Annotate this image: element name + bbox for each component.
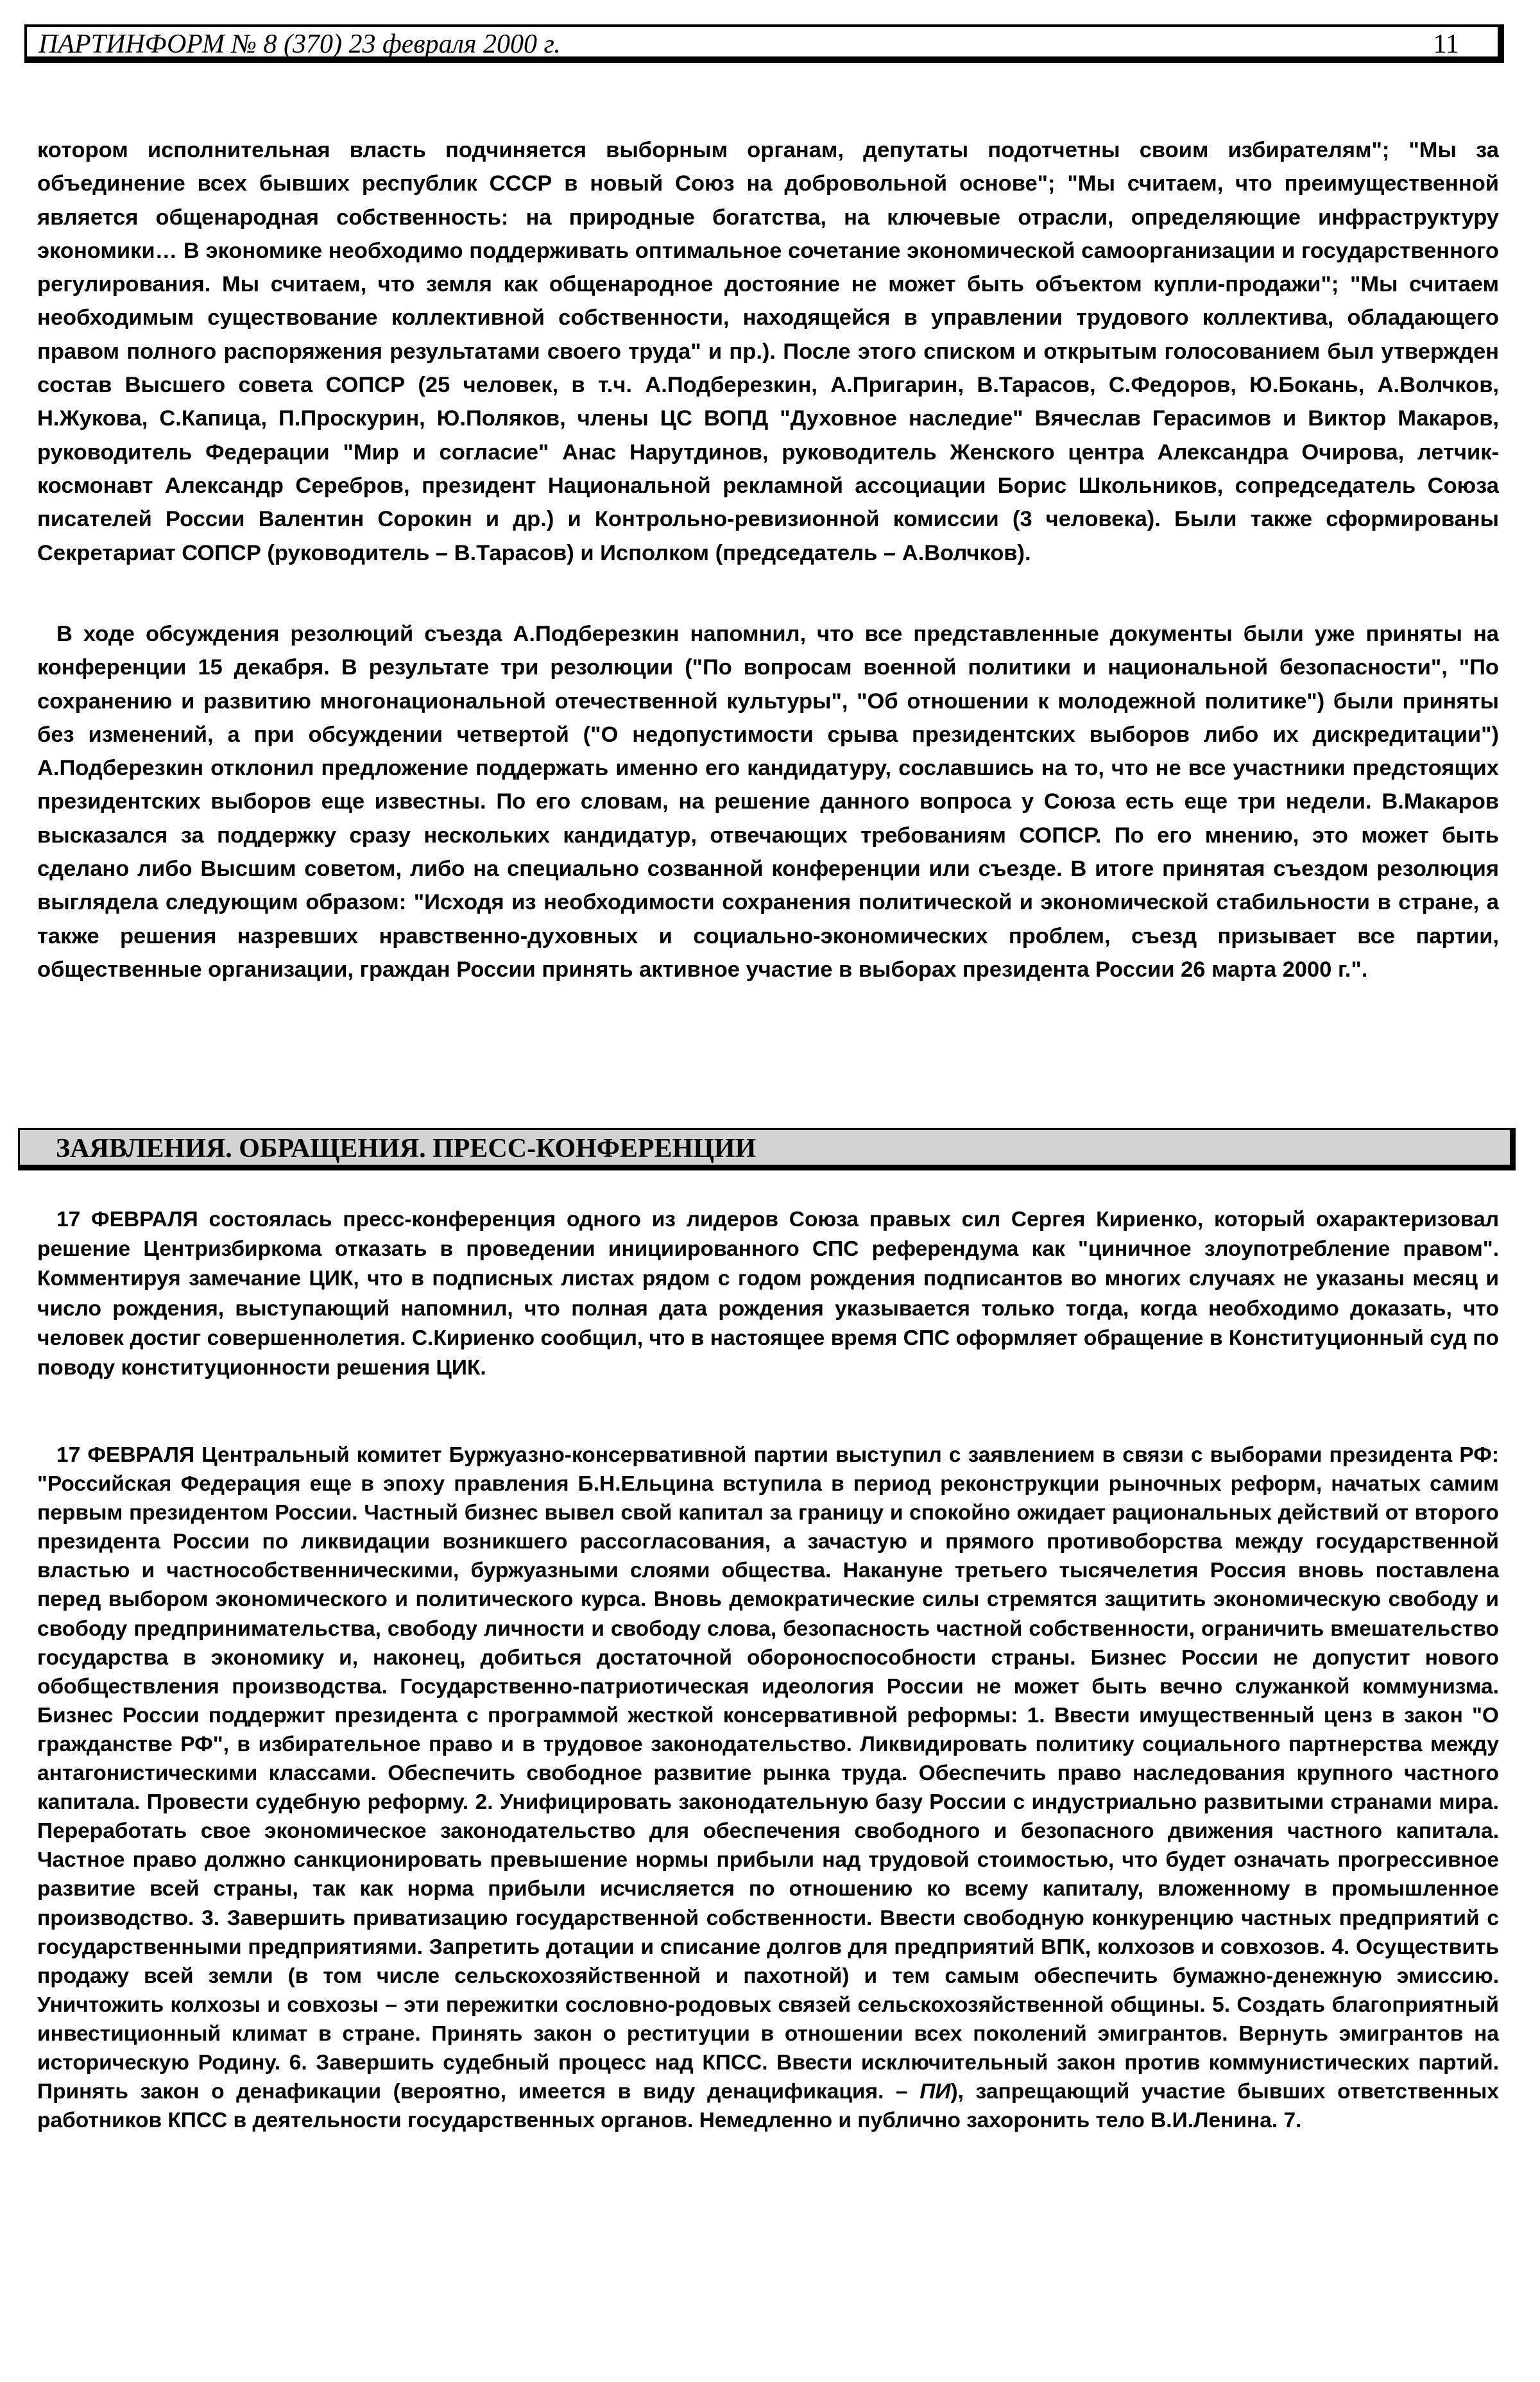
section-title: ЗАЯВЛЕНИЯ. ОБРАЩЕНИЯ. ПРЕСС-КОНФЕРЕНЦИИ: [56, 1134, 757, 1163]
publication-title: ПАРТИНФОРМ № 8 (370) 23 февраля 2000 г.: [38, 30, 561, 59]
page-number: 11: [1433, 30, 1459, 59]
page-header: [24, 24, 1504, 63]
news-item-2-text-b: ), запрещающий участие бывших ответственных работников КПСС в деятельности государственных органов. Немедленно и публично захоронить тело В.И.Ленина. 7.: [37, 2080, 1499, 2133]
news-item-1-date: 17 ФЕВРАЛЯ: [56, 1208, 198, 1231]
news-item-2-text-a: Центральный комитет Буржуазно-консервативной партии выступил с заявлением в связи с выборами президента РФ: "Российская Федерация еще в эпоху правления Б.Н.Ельцина вступила в период реконструкции рыночных реформ, начатых самим первым президентом России. Частный бизнес вывел свой капитал за границу и спокойно ожидает рациональных действий от второго президента России по ликвидации возникшего рассогласования, а зачастую и прямого противоборства между государственной властью и частнособственническими, буржуазными слоями общества. Накануне третьего тысячелетия Россия вновь поставлена перед выбором экономического и политического курса. Вновь демократические силы стремятся защитить экономическую свободу и свободу предпринимательства, свободу личности и свободу слова, безопасность частной собственности, ограничить вмешательство государства в экономику и, наконец, добиться достаточной обороноспособности страны. Бизнес России не допустит нового обобществления производства. Государственно-патриотическая идеология России не может быть вечно служанкой коммунизма. Бизнес России поддержит президента с программой жесткой консервативной реформы: 1. Ввести имущественный ценз в закон "О гражданстве РФ", в избирательное право и в трудовое законодательство. Ликвидировать политику социального партнерства между антагонистическими классами. Обеспечить свободное развитие рынка труда. Обеспечить право наследования крупного частного капитала. Провести судебную реформу. 2. Унифицировать законодательную базу России с индустриально развитыми странами мира. Переработать свое экономическое законодательство для обеспечения свободного и безопасного движения частного капитала. Частное право должно санкционировать превышение нормы прибыли над трудовой стоимостью, что будет означать прогрессивное развитие всей страны, так как норма прибыли исчисляется по отношению ко всему капиталу, вложенному в промышленное производство. 3. Завершить приватизацию государственной собственности. Ввести свободную конкуренцию частных предприятий с государственными предприятиями. Запретить дотации и списание долгов для предприятий ВПК, колхозов и совхозов. 4. Осуществить продажу всей земли (в том числе сельскохозяйственной и пахотной) и тем самым обеспечить бумажно-денежную эмиссию. Уничтожить колхозы и совхозы – эти пережитки сословно-родовых связей сельскохозяйственной общины. 5. Создать благоприятный инвестиционный климат в стране. Принять закон о реституции в отношении всех поколений эмигрантов. Вернуть эмигрантов на историческую Родину. 6. Завершить судебный процесс над КПСС. Ввести исключительный закон против коммунистических партий. Принять закон о денафикации (вероятно, имеется в виду денацификация. –: [37, 1443, 1499, 2104]
continuation-paragraph-1: котором исполнительная власть подчиняется выборным органам, депутаты подотчетны своим избирателям"; "Мы за объединение всех бывших республик СССР в новый Союз на добровольной основе"; "Мы считаем, что преимущественной является общенародная собственность: на природные богатства, на ключевые отрасли, определяющие инфраструктуру экономики… В экономике необходимо поддерживать оптимальное сочетание экономической самоорганизации и государственного регулирования. Мы считаем, что земля как общенародное достояние не может быть объектом купли-продажи"; "Мы считаем необходимым существование коллективной собственности, находящейся в управлении трудового коллектива, обладающего правом полного распоряжения результатами своего труда" и пр.). После этого списком и открытым голосованием был утвержден состав Высшего совета СОПСР (25 человек, в т.ч. А.Подберезкин, А.Пригарин, В.Тарасов, С.Федоров, Ю.Бокань, А.Волчков, Н.Жукова, С.Капица, П.Проскурин, Ю.Поляков, члены ЦС ВОПД "Духовное наследие" Вячеслав Герасимов и Виктор Макаров, руководитель Федерации "Мир и согласие" Анас Нарутдинов, руководитель Женского центра Александра Очирова, летчик-космонавт Александр Серебров, президент Национальной рекламной ассоциации Борис Школьников, сопредседатель Союза писателей России Валентин Сорокин и др.) и Контрольно-ревизионной комиссии (3 человека). Были также сформированы Секретариат СОПСР (руководитель – В.Тарасов) и Исполком (председатель – А.Волчков).: [37, 138, 1499, 565]
news-item-1-text: состоялась пресс-конференция одного из лидеров Союза правых сил Сергея Кириенко, который охарактеризовал решение Центризбиркома отказать в проведении инициированного СПС референдума как "циничное злоупотребление правом". Комментируя замечание ЦИК, что в подписных листах рядом с годом рождения подписантов во многих случаях не указаны месяц и число рождения, выступающий напомнил, что полная дата рождения указывается только тогда, когда необходимо доказать, что человек достиг совершеннолетия. С.Кириенко сообщил, что в настоящее время СПС оформляет обращение в Конституционный суд по поводу конституционности решения ЦИК.: [37, 1208, 1499, 1380]
news-item-1: [37, 1205, 1499, 1383]
news-item-2-editor-note: ПИ: [920, 2080, 951, 2104]
news-item-2: [37, 1441, 1499, 2135]
news-item-2-date: 17 ФЕВРАЛЯ: [56, 1443, 195, 1467]
section-banner: [18, 1128, 1516, 1170]
continuation-paragraph-2: В ходе обсуждения резолюций съезда А.Подберезкин напомнил, что все представленные документы были уже приняты на конференции 15 декабря. В результате три резолюции ("По вопросам военной политики и национальной безопасности", "По сохранению и развитию многонациональной отечественной культуры", "Об отношении к молодежной политике") были приняты без изменений, а при обсуждении четвертой ("О недопустимости срыва президентских выборов либо их дискредитации") А.Подберезкин отклонил предложение поддержать именно его кандидатуру, сославшись на то, что не все участники предстоящих президентских выборов еще известны. По его словам, на решение данного вопроса у Союза есть еще три недели. В.Макаров высказался за поддержку сразу нескольких кандидатур, отвечающих требованиям СОПСР. По его мнению, это может быть сделано либо Высшим советом, либо на специально созванной конференции или съезде. В итоге принятая съездом резолюция выглядела следующим образом: "Исходя из необходимости сохранения политической и экономической стабильности в стране, а также решения назревших нравственно-духовных и социально-экономических проблем, съезд призывает все партии, общественные организации, граждан России принять активное участие в выборах президента России 26 марта 2000 г.".: [37, 622, 1499, 982]
